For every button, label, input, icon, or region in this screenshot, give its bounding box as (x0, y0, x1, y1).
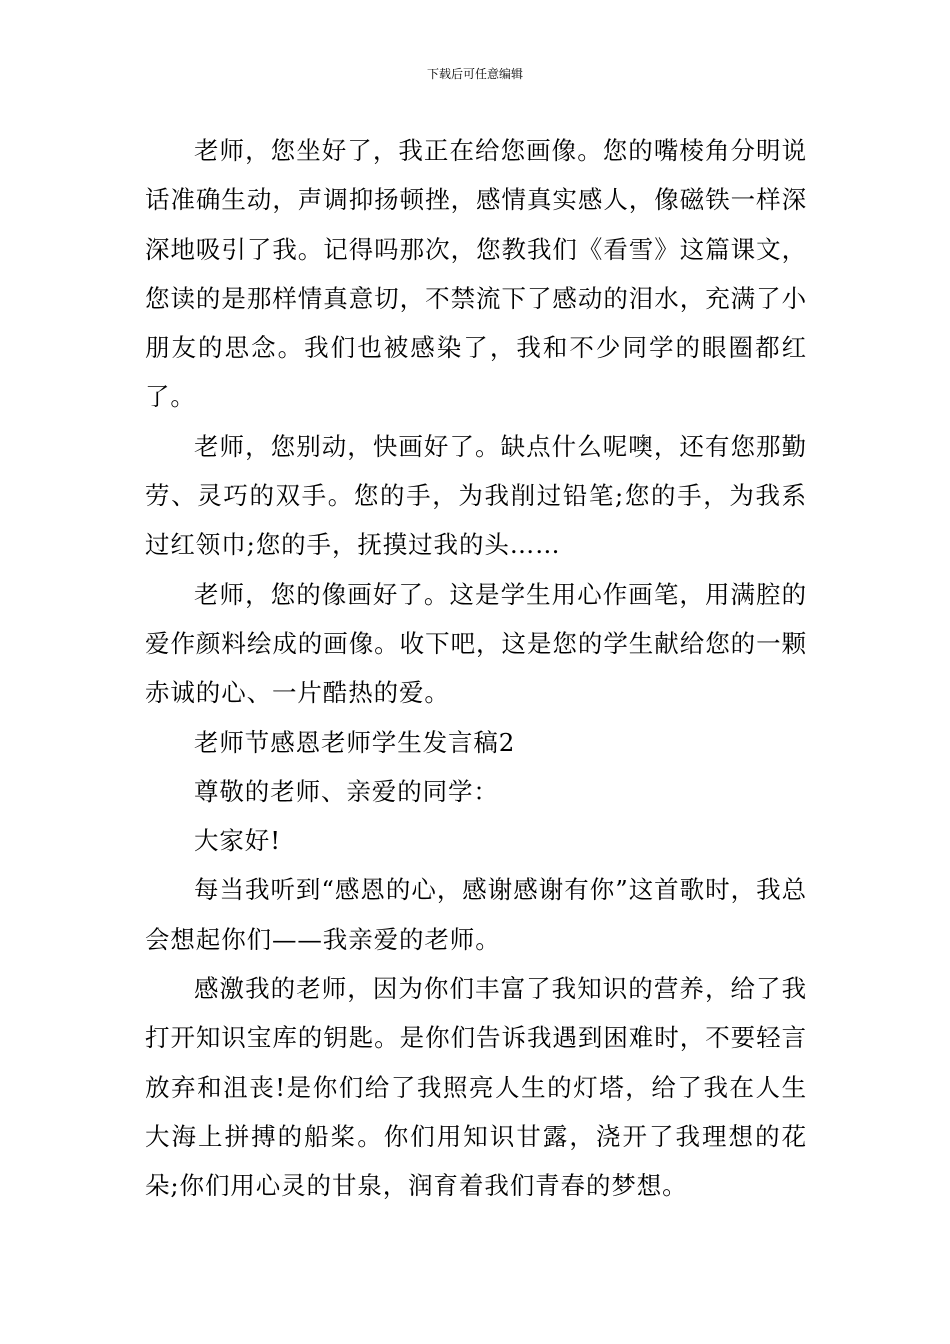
page-header: 下载后可任意编辑 (426, 67, 523, 81)
salutation: 尊敬的老师、亲爱的同学： (194, 776, 499, 806)
paragraph-portrait-finished: 老师，您的像画好了。这是学生用心作画笔，用满腔的爱作颜料绘成的画像。收下吧，这是您的学生献给您的一颗赤诚的心、一片酷热的爱。 (145, 579, 807, 708)
paragraph-song: 每当我听到“感恩的心，感谢感谢有你”这首歌时，我总会想起你们——我亲爱的老师。 (145, 875, 807, 954)
section-title: 老师节感恩老师学生发言稿2 (194, 727, 516, 757)
paragraph-gratitude: 感激我的老师，因为你们丰富了我知识的营养，给了我打开知识宝库的钥匙。是你们告诉我遇到困难时，不要轻言放弃和沮丧!是你们给了我照亮人生的灯塔，给了我在人生大海上拼搏的船桨。你们用知识甘露，浇开了我理想的花朵;你们用心灵的甘泉，润育着我们青春的梦想。 (145, 974, 807, 1201)
greeting: 大家好! (194, 826, 281, 856)
paragraph-portrait-hands: 老师，您别动，快画好了。缺点什么呢噢，还有您那勤劳、灵巧的双手。您的手，为我削过铅笔;您的手，为我系过红领巾;您的手，抚摸过我的头…… (145, 431, 807, 560)
paragraph-portrait-mouth: 老师，您坐好了，我正在给您画像。您的嘴棱角分明说话准确生动，声调抑扬顿挫，感情真实感人，像磁铁一样深深地吸引了我。记得吗那次，您教我们《看雪》这篇课文，您读的是那样情真意切，不禁流下了感动的泪水，充满了小朋友的思念。我们也被感染了，我和不少同学的眼圈都红了。 (145, 136, 807, 412)
document-body (145, 126, 807, 1211)
